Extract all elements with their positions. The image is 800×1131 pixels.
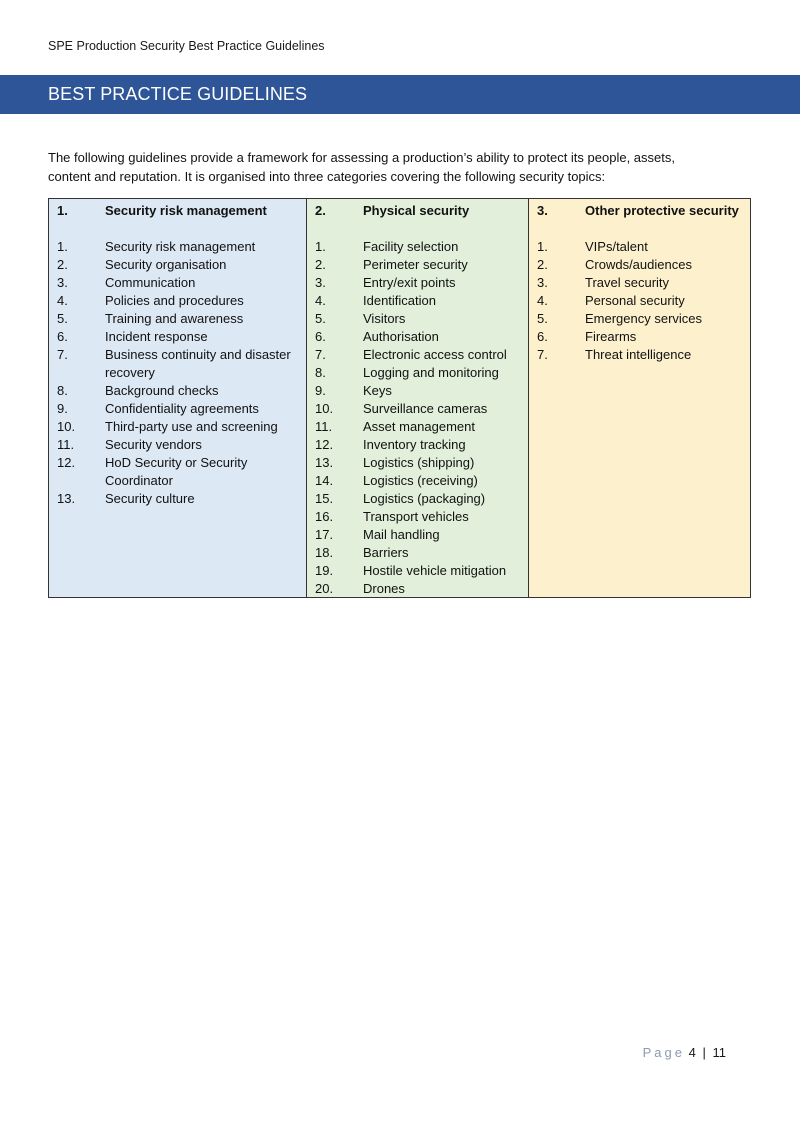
topic-number: 17.: [315, 527, 334, 542]
topic-number: 18.: [315, 545, 334, 560]
page-separator: |: [702, 1045, 706, 1060]
topic-item: [315, 580, 524, 598]
topic-number: 19.: [315, 563, 334, 578]
category-heading: [57, 202, 302, 220]
topic-number: 8.: [57, 383, 68, 398]
topic-label: Firearms: [585, 329, 637, 344]
topic-item: [57, 238, 302, 256]
topic-label: Perimeter security: [363, 257, 468, 272]
topic-item: [315, 256, 524, 274]
category-column-other-protective: [528, 199, 750, 597]
topic-item: [315, 292, 524, 310]
topic-list: [57, 238, 302, 508]
topic-label: Identification: [363, 293, 436, 308]
intro-line-2: content and reputation. It is organised into three categories covering the following security topics:: [48, 169, 606, 184]
topic-item: [315, 346, 524, 364]
topic-item: [315, 544, 524, 562]
topic-number: 2.: [57, 257, 68, 272]
category-number: 3.: [537, 203, 548, 218]
page-label: Page: [642, 1045, 685, 1060]
topic-item: [315, 490, 524, 508]
topic-number: 1.: [315, 239, 326, 254]
topic-item: [315, 328, 524, 346]
topic-number: 4.: [57, 293, 68, 308]
topic-label: Asset management: [363, 419, 476, 434]
topic-number: 9.: [57, 401, 68, 416]
topic-number: 13.: [315, 455, 334, 470]
page-number: 4: [688, 1045, 696, 1060]
topic-number: 2.: [537, 257, 548, 272]
topic-number: 12.: [315, 437, 334, 452]
topic-item: [315, 238, 524, 256]
topic-label: Communication: [105, 275, 196, 290]
topic-label: Security organisation: [105, 257, 227, 272]
topic-item: [537, 292, 746, 310]
topic-label: Surveillance cameras: [363, 401, 488, 416]
topic-item: [315, 454, 524, 472]
topic-item: [57, 418, 302, 436]
topic-item: [315, 562, 524, 580]
topic-item: [315, 382, 524, 400]
topic-number: 5.: [315, 311, 326, 326]
intro-line-1: The following guidelines provide a framework for assessing a production’s ability to protect its people, assets,: [48, 150, 675, 165]
topic-label: Facility selection: [363, 239, 459, 254]
category-number: 1.: [57, 203, 68, 218]
topic-label: Logistics (packaging): [363, 491, 486, 506]
topic-item: [57, 490, 302, 508]
category-title: Physical security: [363, 203, 470, 218]
intro-paragraph: [48, 148, 748, 186]
topic-label: Emergency services: [585, 311, 703, 326]
topic-label: Keys: [363, 383, 392, 398]
topic-number: 4.: [537, 293, 548, 308]
topic-number: 11.: [57, 437, 75, 452]
topic-label: Electronic access control: [363, 347, 507, 362]
topic-label: Inventory tracking: [363, 437, 466, 452]
topic-label: Business continuity and disaster recovery: [105, 347, 291, 380]
topic-number: 3.: [57, 275, 68, 290]
topic-item: [57, 292, 302, 310]
topic-number: 10.: [315, 401, 334, 416]
category-number: 2.: [315, 203, 326, 218]
topic-label: VIPs/talent: [585, 239, 648, 254]
topic-number: 2.: [315, 257, 326, 272]
topic-label: Logging and monitoring: [363, 365, 499, 380]
topic-number: 8.: [315, 365, 326, 380]
topic-label: Background checks: [105, 383, 219, 398]
topic-number: 13.: [57, 491, 76, 506]
topic-item: [537, 310, 746, 328]
topic-label: Training and awareness: [105, 311, 244, 326]
topic-item: [315, 418, 524, 436]
category-column-security-risk: [49, 199, 306, 597]
topic-number: 7.: [315, 347, 326, 362]
topic-label: Visitors: [363, 311, 406, 326]
topic-number: 12.: [57, 455, 76, 470]
topic-list: [315, 238, 524, 598]
category-title: Security risk management: [105, 203, 267, 218]
topic-label: Crowds/audiences: [585, 257, 692, 272]
category-heading: [315, 202, 524, 220]
section-banner: BEST PRACTICE GUIDELINES: [0, 75, 800, 114]
topic-label: Personal security: [585, 293, 685, 308]
topic-item: [57, 436, 302, 454]
topic-number: 20.: [315, 581, 334, 596]
topic-label: Barriers: [363, 545, 409, 560]
topic-label: Confidentiality agreements: [105, 401, 259, 416]
topic-number: 10.: [57, 419, 76, 434]
topic-label: HoD Security or Security Coordinator: [105, 455, 248, 488]
total-pages: 11: [712, 1045, 726, 1060]
topic-number: 9.: [315, 383, 326, 398]
topic-item: [315, 310, 524, 328]
topic-item: [57, 382, 302, 400]
topics-table: [48, 198, 751, 598]
topic-item: [315, 274, 524, 292]
topic-number: 6.: [57, 329, 68, 344]
topic-label: Entry/exit points: [363, 275, 456, 290]
topic-item: [315, 400, 524, 418]
topic-number: 5.: [57, 311, 68, 326]
topic-label: Logistics (shipping): [363, 455, 475, 470]
topic-item: [57, 328, 302, 346]
topic-item: [315, 508, 524, 526]
topic-number: 3.: [315, 275, 326, 290]
topic-item: [537, 328, 746, 346]
category-column-physical: [306, 199, 528, 597]
topic-item: [57, 400, 302, 418]
topic-item: [537, 238, 746, 256]
topic-label: Third-party use and screening: [105, 419, 278, 434]
topic-item: [537, 256, 746, 274]
topic-label: Drones: [363, 581, 405, 596]
topic-number: 4.: [315, 293, 326, 308]
topic-label: Mail handling: [363, 527, 440, 542]
topic-item: [57, 274, 302, 292]
topic-label: Security vendors: [105, 437, 202, 452]
topic-label: Incident response: [105, 329, 208, 344]
page-footer: [643, 1045, 726, 1060]
topic-label: Security culture: [105, 491, 195, 506]
running-header: SPE Production Security Best Practice Guidelines: [48, 39, 325, 53]
category-heading: [537, 202, 746, 220]
category-title: Other protective security: [585, 203, 739, 218]
topic-label: Transport vehicles: [363, 509, 469, 524]
topic-item: [315, 526, 524, 544]
topic-number: 6.: [315, 329, 326, 344]
topic-number: 3.: [537, 275, 548, 290]
topic-item: [57, 310, 302, 328]
topic-number: 15.: [315, 491, 334, 506]
topic-item: [315, 364, 524, 382]
topic-item: [57, 346, 302, 382]
topic-item: [315, 436, 524, 454]
topic-number: 16.: [315, 509, 334, 524]
topic-label: Threat intelligence: [585, 347, 692, 362]
topic-label: Travel security: [585, 275, 670, 290]
topic-number: 7.: [57, 347, 68, 362]
topic-item: [57, 256, 302, 274]
topic-number: 14.: [315, 473, 334, 488]
topic-item: [537, 274, 746, 292]
topic-item: [537, 346, 746, 364]
topic-item: [57, 454, 302, 490]
topic-list: [537, 238, 746, 364]
topic-number: 1.: [57, 239, 68, 254]
topic-label: Policies and procedures: [105, 293, 244, 308]
topic-number: 5.: [537, 311, 548, 326]
topic-number: 6.: [537, 329, 548, 344]
topic-number: 7.: [537, 347, 548, 362]
topic-label: Authorisation: [363, 329, 439, 344]
topic-label: Hostile vehicle mitigation: [363, 563, 507, 578]
topic-item: [315, 472, 524, 490]
topic-number: 11.: [315, 419, 333, 434]
topic-number: 1.: [537, 239, 548, 254]
topic-label: Security risk management: [105, 239, 256, 254]
topic-label: Logistics (receiving): [363, 473, 478, 488]
